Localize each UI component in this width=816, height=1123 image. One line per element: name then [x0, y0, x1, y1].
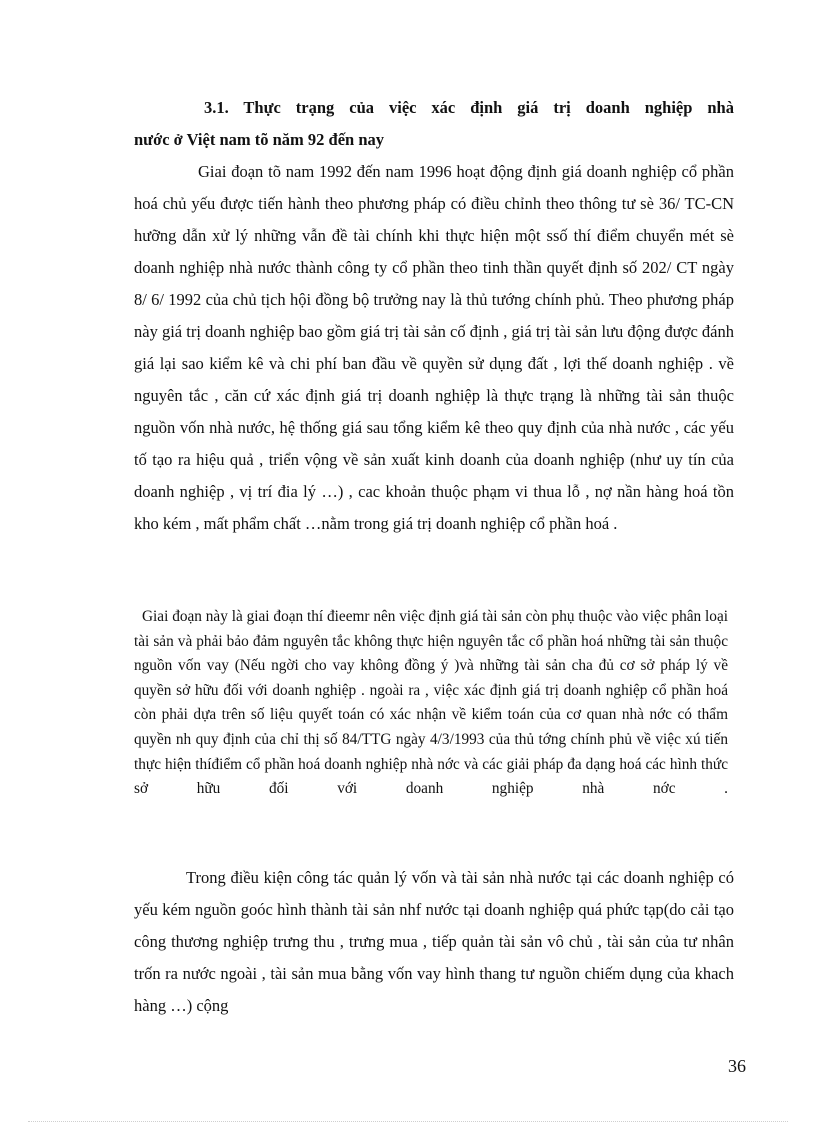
page-number: 36 [728, 1056, 746, 1076]
page-bottom-divider [28, 1121, 788, 1122]
section-heading-line-2: nước ở Việt nam tõ năm 92 đến nay [134, 130, 385, 149]
paragraph-2: Giai đoạn này là giai đoạn thí đieemr nên việc định giá tài sản còn phụ thuộc vào việc phân loại tài sản và phải bảo đảm nguyên tắc không thực hiện nguyên tắc cổ phần hoá những tài sản thuộc nguồn vốn vay (Nếu ngời cho vay không đồng ý )và những tài sản cha đủ cơ sở pháp lý về quyền sở hữu đối với doanh nghiệp . ngoài ra , việc xác định giá trị doanh nghiệp cổ phần hoá còn phải dựa trên số liệu quyết toán có xác nhận về kiểm toán của cơ quan nhà nớc có thẩm quyền nh quy định của chỉ thị số 84/TTG ngày 4/3/1993 của thủ tớng chính phủ về việc xú tiến thực hiện thíđiểm cổ phần hoá doanh nghiệp nhà nớc và các giải pháp đa dạng hoá các hình thức sở hữu đối với doanh nghiệp nhà nớc . [134, 608, 728, 798]
paragraph-1: Giai đoạn tõ nam 1992 đến nam 1996 hoạt động định giá doanh nghiệp cổ phần hoá chủ yếu được tiến hành theo phương pháp có điều chỉnh theo thông tư sè 36/ TC-CN hưỡng dẫn xử lý những vẫn đề tài chính khi thực hiện một ssố thí điểm chuyển mét sè doanh nghiệp nhà nước thành công ty cổ phần theo tinh thần quyết định số 202/ CT ngày 8/ 6/ 1992 của chủ tịch hội đồng bộ trưởng nay là thủ tướng chính phủ. Theo phương pháp này giá trị doanh nghiệp bao gồm giá trị tài sản cố định , giá trị tài sản lưu động được đánh giá lại sao kiểm kê và chi phí ban đầu về quyền sử dụng đất , lợi thế doanh nghiệp . về nguyên tắc , căn cứ xác định giá trị doanh nghiệp là thực trạng là những tài sản thuộc nguồn vốn nhà nước, hệ thống giá sau tổng kiểm kê theo quy định của nhà nước , các yếu tố tạo ra hiệu quả , triển vộng về sản xuất kinh doanh của doanh nghiệp (như uy tín của doanh nghiệp , vị trí đia lý …) , cac khoản thuộc phạm vi thua lỗ , nợ nần hàng hoá tồn kho kém , mất phẩm chất …nằm trong giá trị doanh nghiệp cổ phần hoá . [134, 162, 734, 533]
section-heading [134, 92, 734, 156]
section-heading-line-1: 3.1. Thực trạng của việc xác định giá trị doanh nghiệp nhà [204, 98, 734, 117]
paragraph-3: Trong điều kiện công tác quản lý vốn và tài sản nhà nước tại các doanh nghiệp có yếu kém nguồn goóc hình thành tài sản nhf nước tại doanh nghiệp quá phức tạp(do cải tạo công thương nghiệp trưng thu , trưng mua , tiếp quản tài sản vô chủ , tài sản của tư nhân trốn ra nước ngoài , tài sản mua bằng vốn vay hình thang tư nguồn chiếm dụng của khach hàng …) cộng [134, 868, 734, 1015]
